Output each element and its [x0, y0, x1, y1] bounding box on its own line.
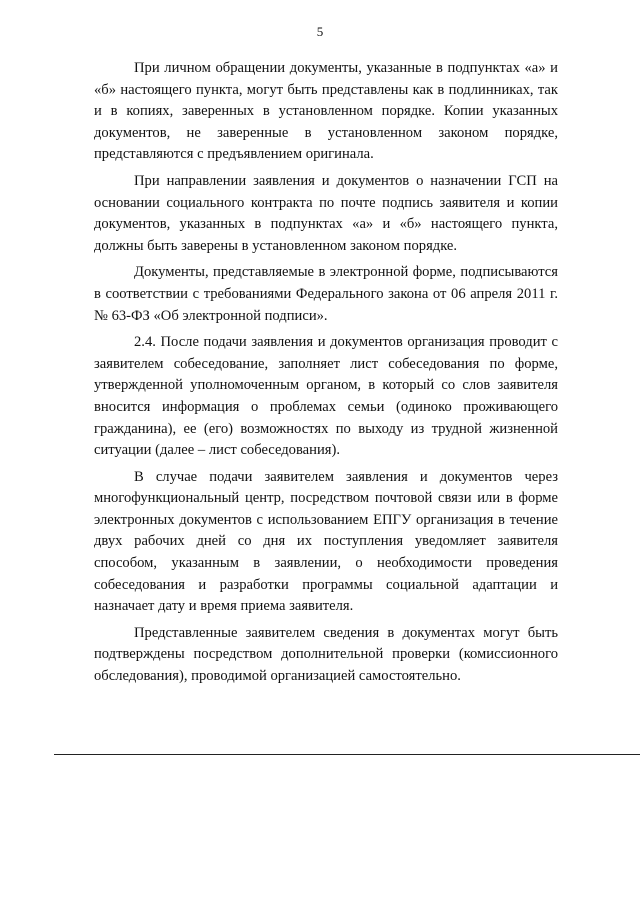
paragraph-electronic-signature: Документы, представляемые в электронной форме, подписываются в соответствии с требованиями Федерального закона от 06 апреля 2011 г. № 63-ФЗ «Об электронной подписи». [94, 264, 558, 324]
page-number: 5 [316, 24, 324, 39]
paragraph-verification: Представленные заявителем сведения в документах могут быть подтверждены посредством дополнительной проверки (комиссионного обследования), проводимой организацией самостоятельно. [94, 624, 558, 685]
paragraph-remote-submission: В случае подачи заявителем заявления и документов через многофункциональный центр, посредством почтовой связи или в форме электронных документов с использованием ЕПГУ организация в течение двух рабочих дней со дня их поступления уведомляет заявителя способом, указанным в заявлении, о необходимости проведения собеседования и разработки программы социальной адаптации и назначает дату и время приема заявителя. [94, 468, 558, 615]
paragraph-section-2-4: 2.4. После подачи заявления и документов организация проводит с заявителем собеседование, заполняет лист собеседования по форме, утвержденной уполномоченным органом, в который со слов заявителя вносится информация о проблемах семьи (одиноко проживающего гражданина), ее (его) возможностях по выходу из трудной жизненной ситуации (далее – лист собеседования). [94, 334, 558, 459]
document-body [94, 58, 558, 693]
footer-divider [54, 754, 640, 755]
paragraph-personal-submission: При личном обращении документы, указанные в подпунктах «а» и «б» настоящего пункта, могут быть представлены как в подлинниках, так и в копиях, заверенных в установленном порядке. Копии указанных документов, не заверенные в установленном законом порядке, представляются с предъявлением оригинала. [94, 60, 558, 163]
paragraph-postal-submission: При направлении заявления и документов о назначении ГСП на основании социального контракта по почте подпись заявителя и копии документов, указанных в подпунктах «а» и «б» настоящего пункта, должны быть заверены в установленном законом порядке. [94, 172, 558, 254]
